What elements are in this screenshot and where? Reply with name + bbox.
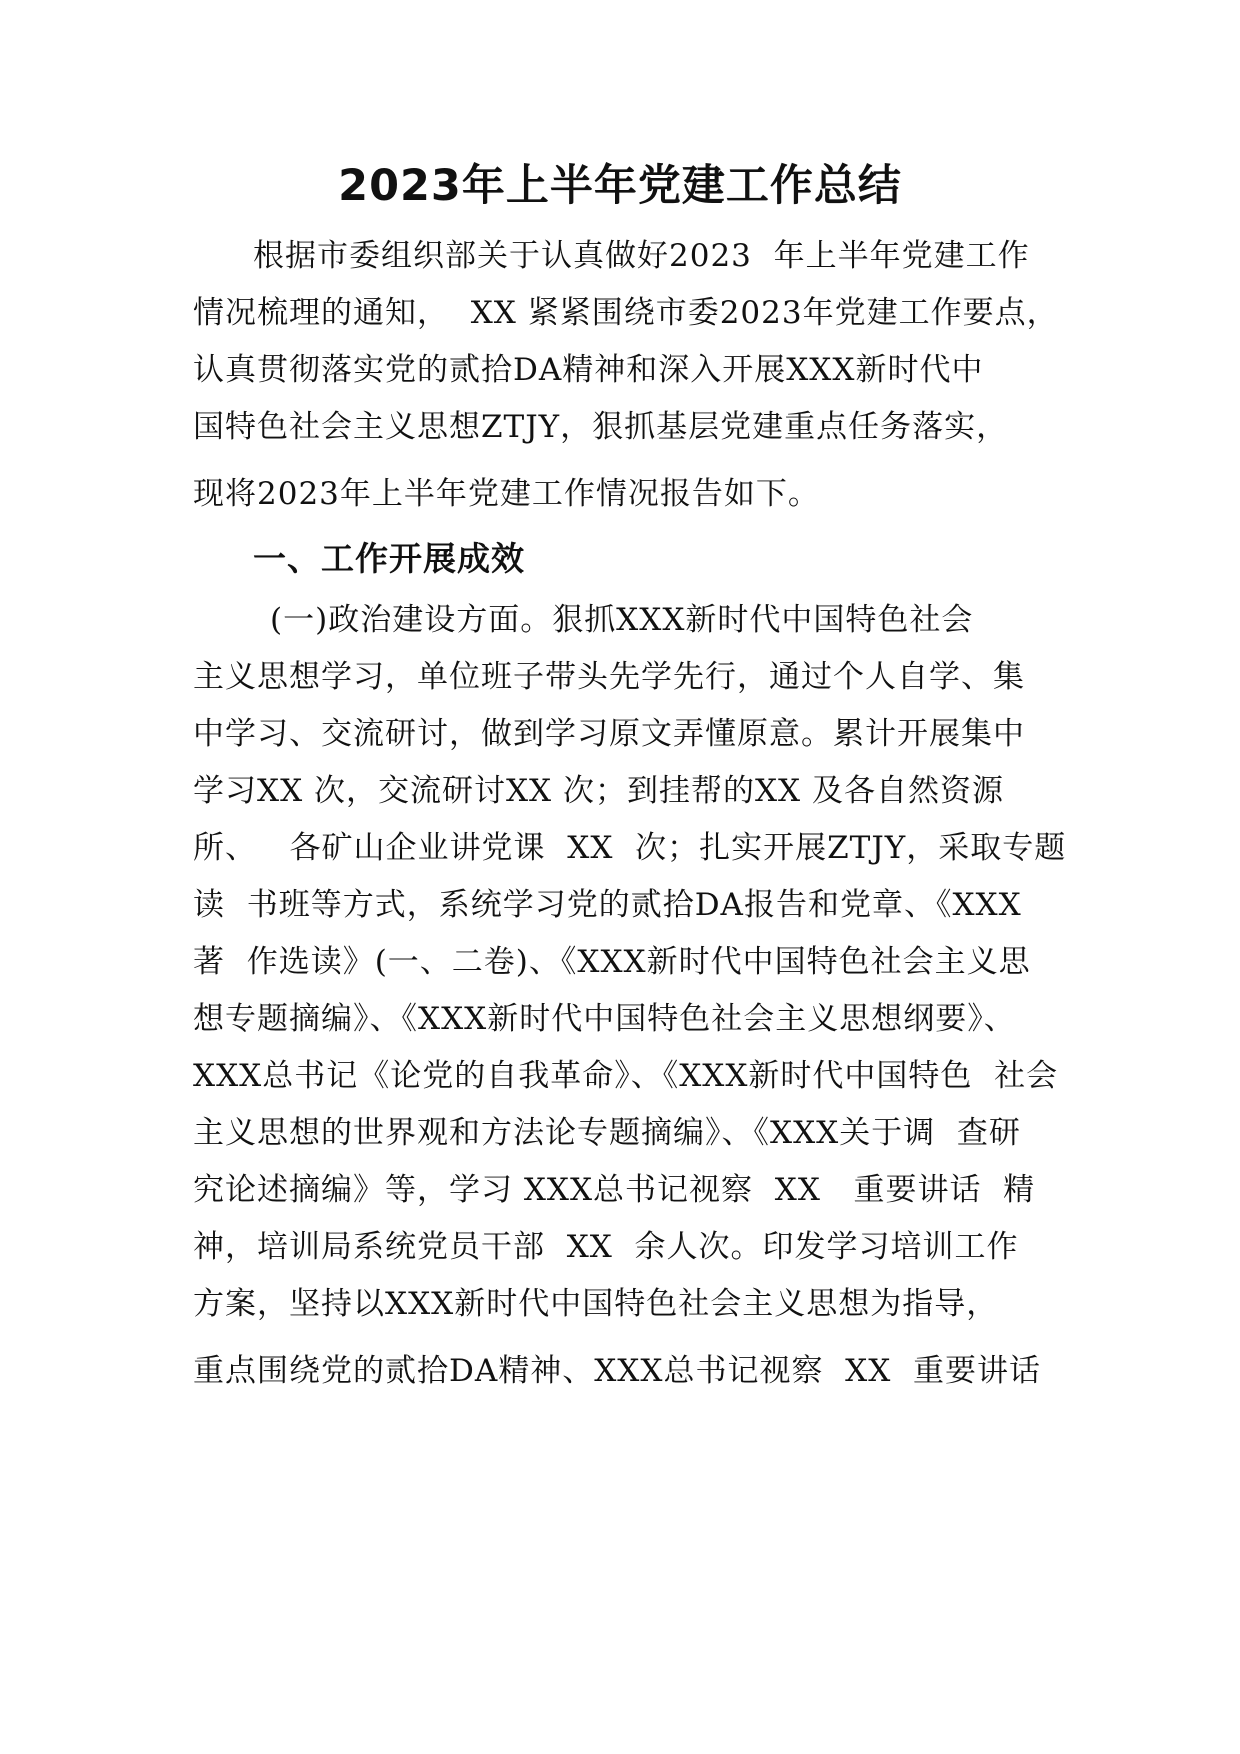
body-line-3: 中学习、交流研讨，做到学习原文弄懂原意。累计开展集中 (193, 716, 1025, 752)
body-line-4: 学习XX 次，交流研讨XX 次；到挂帮的XX 及各自然资源 (193, 773, 1004, 809)
intro-line-3: 认真贯彻落实党的贰拾DA精神和深入开展XXX新时代中 (193, 352, 984, 388)
body-line-9: XXX总书记《论党的自我革命》、《XXX新时代中国特色 社会 (193, 1058, 1059, 1094)
body-line-8: 想专题摘编》、《XXX新时代中国特色社会主义思想纲要》、 (193, 1001, 1016, 1037)
body-line-13: 方案，坚持以XXX新时代中国特色社会主义思想为指导， (193, 1286, 999, 1322)
body-line-14: 重点围绕党的贰拾DA精神、XXX总书记视察 XX 重要讲话 (193, 1353, 1042, 1389)
body-line-10: 主义思想的世界观和方法论专题摘编》、《XXX关于调 查研 (193, 1115, 1021, 1151)
body-line-7: 著 作选读》(一、二卷)、《XXX新时代中国特色社会主义思 (193, 944, 1031, 980)
intro-line-2: 情况梳理的通知， XX 紧紧围绕市委2023年党建工作要点， (193, 295, 1059, 331)
intro-line-4: 国特色社会主义思想ZTJY，狠抓基层党建重点任务落实， (193, 409, 1009, 445)
intro-line-5: 现将2023年上半年党建工作情况报告如下。 (193, 476, 820, 512)
body-line-11: 究论述摘编》等，学习 XXX总书记视察 XX 重要讲话 精 (193, 1172, 1036, 1208)
section-heading: 一、工作开展成效 (253, 539, 525, 578)
intro-line-1: 根据市委组织部关于认真做好2023 年上半年党建工作 (253, 238, 1030, 274)
body-line-5: 所、 各矿山企业讲党课 XX 次；扎实开展ZTJY，采取专题 (193, 830, 1067, 866)
document-title: 2023年上半年党建工作总结 (338, 161, 902, 211)
body-line-1: (一)政治建设方面。狠抓XXX新时代中国特色社会 (270, 602, 974, 638)
body-line-2: 主义思想学习，单位班子带头先学先行，通过个人自学、集 (193, 659, 1025, 695)
body-line-12: 神，培训局系统党员干部 XX 余人次。印发学习培训工作 (193, 1229, 1019, 1265)
body-line-6: 读 书班等方式，系统学习党的贰拾DA报告和党章、《XXX (193, 887, 1022, 923)
